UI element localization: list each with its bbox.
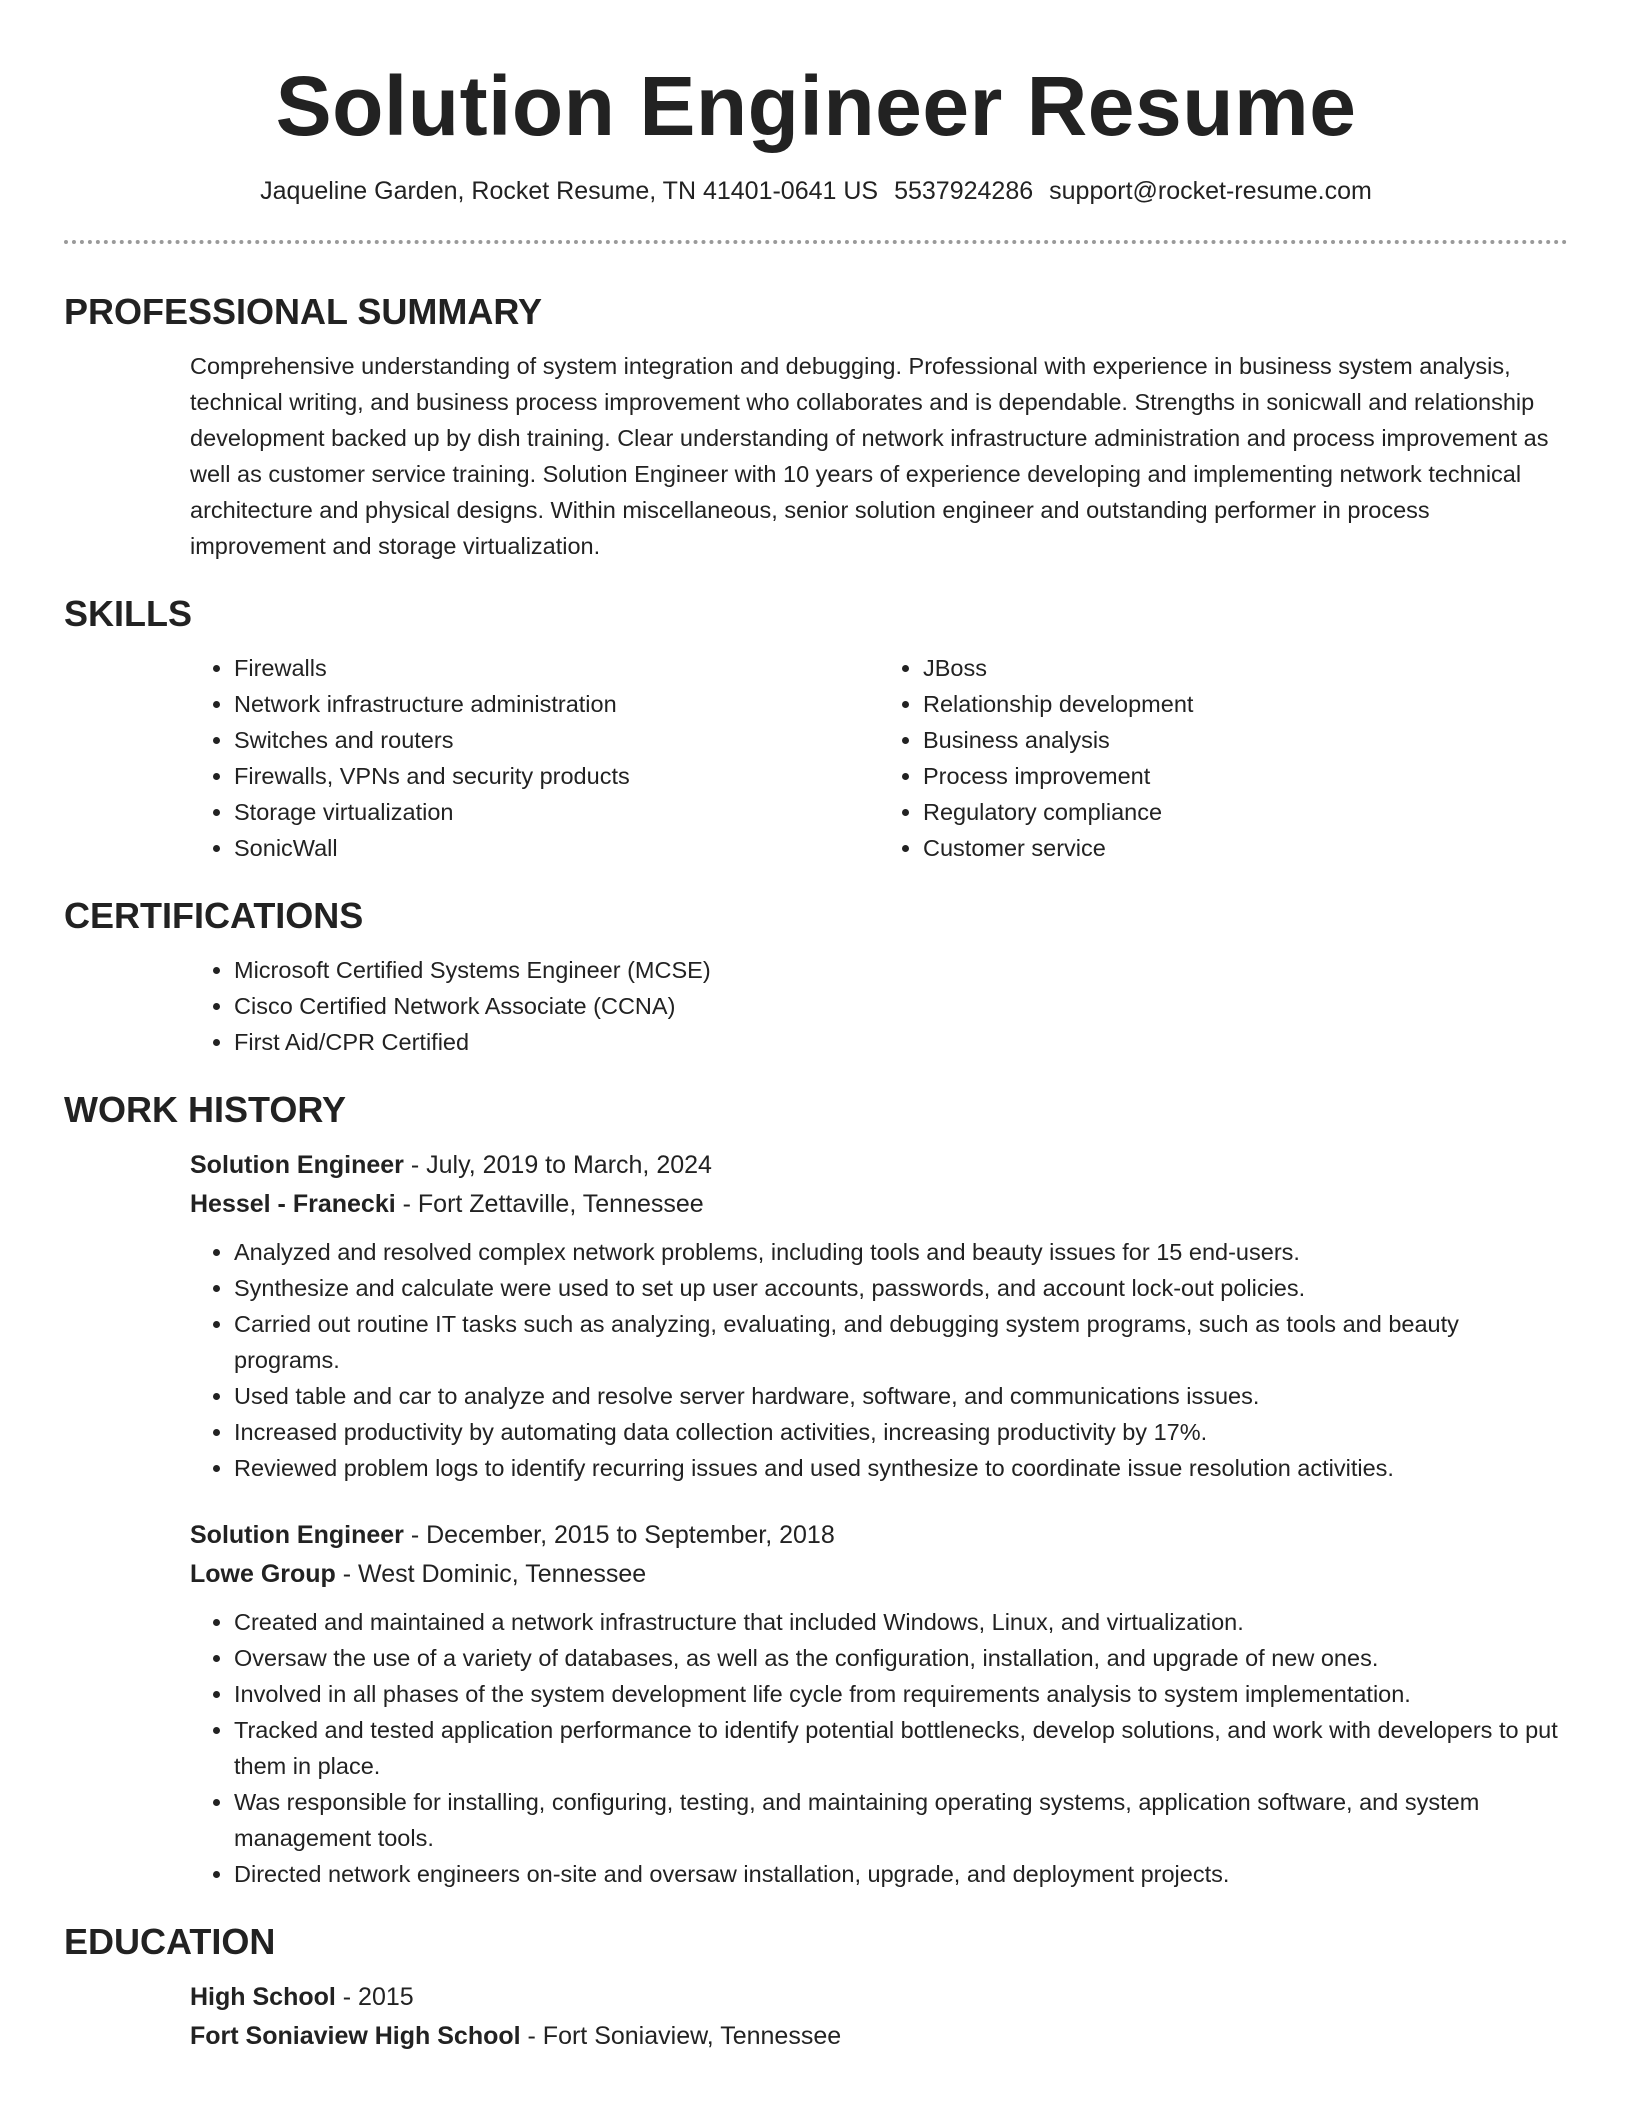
education-location: - Fort Soniaview, Tennessee <box>520 2022 842 2050</box>
list-item: • Was responsible for installing, configuring, testing, and maintaining operating systems, application software, and system management tools. <box>234 1784 1568 1856</box>
contact-phone: 5537924286 <box>894 177 1034 205</box>
certifications-section <box>64 894 1568 1060</box>
education-heading: EDUCATION <box>64 1921 276 1962</box>
list-item: • Firewalls, VPNs and security products <box>234 758 879 794</box>
header-divider <box>64 240 1568 244</box>
education-school-line <box>190 2017 1568 2056</box>
list-item: • First Aid/CPR Certified <box>234 1024 1568 1060</box>
education-section <box>64 1920 1568 2056</box>
job-company-line <box>190 1185 1568 1224</box>
work-heading: WORK HISTORY <box>64 1089 347 1130</box>
job-title-line <box>190 1516 1568 1555</box>
list-item: • Carried out routine IT tasks such as analyzing, evaluating, and debugging system programs, such as tools and beauty programs. <box>234 1306 1568 1378</box>
list-item: • Directed network engineers on-site and oversaw installation, upgrade, and deployment projects. <box>234 1856 1568 1892</box>
list-item: • Regulatory compliance <box>923 794 1568 830</box>
list-item: • Created and maintained a network infrastructure that included Windows, Linux, and virtualization. <box>234 1604 1568 1640</box>
contact-email: support@rocket-resume.com <box>1049 177 1372 205</box>
summary-text: Comprehensive understanding of system integration and debugging. Professional with experience in business system analysis, technical writing, and business process improvement who collaborates and is dependable. Strengths in sonicwall and relationship development backed up by dish training. Clear understanding of network infrastructure administration and process improvement as well as customer service training. Solution Engineer with 10 years of experience developing and implementing network technical architecture and physical designs. Within miscellaneous, senior solution engineer and outstanding performer in process improvement and storage virtualization. <box>190 353 1549 559</box>
education-degree-line <box>190 1978 1568 2017</box>
job-role: Solution Engineer <box>190 1151 404 1179</box>
list-item: • Microsoft Certified Systems Engineer (MCSE) <box>234 952 1568 988</box>
job-entry <box>190 1516 1568 1892</box>
list-item: • JBoss <box>923 650 1568 686</box>
certifications-heading: CERTIFICATIONS <box>64 895 364 936</box>
job-bullets <box>190 1604 1568 1892</box>
list-item: • Tracked and tested application performance to identify potential bottlenecks, develop solutions, and work with developers to put them in place. <box>234 1712 1568 1784</box>
list-item: • Synthesize and calculate were used to set up user accounts, passwords, and account lock-out policies. <box>234 1270 1568 1306</box>
list-item: • Reviewed problem logs to identify recurring issues and used synthesize to coordinate issue resolution activities. <box>234 1450 1568 1486</box>
list-item: • Storage virtualization <box>234 794 879 830</box>
skills-list-right <box>879 650 1568 866</box>
list-item: • SonicWall <box>234 830 879 866</box>
skills-list-left <box>190 650 879 866</box>
resume-page <box>64 0 1568 2056</box>
summary-section <box>64 290 1568 564</box>
list-item: • Oversaw the use of a variety of databases, as well as the configuration, installation, and upgrade of new ones. <box>234 1640 1568 1676</box>
work-section <box>64 1088 1568 1892</box>
job-location: - Fort Zettaville, Tennessee <box>395 1190 704 1218</box>
list-item: • Analyzed and resolved complex network problems, including tools and beauty issues for 15 end-users. <box>234 1234 1568 1270</box>
education-year: - 2015 <box>335 1983 414 2011</box>
job-company: Lowe Group <box>190 1560 336 1588</box>
contact-line <box>64 176 1568 206</box>
list-item: • Network infrastructure administration <box>234 686 879 722</box>
resume-title: Solution Engineer Resume <box>275 59 1357 153</box>
list-item: • Business analysis <box>923 722 1568 758</box>
list-item: • Customer service <box>923 830 1568 866</box>
list-item: • Cisco Certified Network Associate (CCNA) <box>234 988 1568 1024</box>
list-item: • Switches and routers <box>234 722 879 758</box>
job-company: Hessel - Franecki <box>190 1190 396 1218</box>
job-bullets <box>190 1234 1568 1486</box>
job-company-line <box>190 1555 1568 1594</box>
job-dates: - December, 2015 to September, 2018 <box>403 1521 835 1549</box>
education-degree: High School <box>190 1983 336 2011</box>
skills-heading: SKILLS <box>64 593 193 634</box>
list-item: • Firewalls <box>234 650 879 686</box>
job-title-line <box>190 1146 1568 1185</box>
job-entry <box>190 1146 1568 1486</box>
contact-address: Jaqueline Garden, Rocket Resume, TN 41401-0641 US <box>260 177 879 205</box>
summary-heading: PROFESSIONAL SUMMARY <box>64 291 543 332</box>
job-location: - West Dominic, Tennessee <box>335 1560 647 1588</box>
list-item: • Process improvement <box>923 758 1568 794</box>
job-dates: - July, 2019 to March, 2024 <box>403 1151 712 1179</box>
list-item: • Increased productivity by automating data collection activities, increasing productivity by 17%. <box>234 1414 1568 1450</box>
skills-section <box>64 592 1568 866</box>
certifications-list <box>190 952 1568 1060</box>
list-item: • Involved in all phases of the system development life cycle from requirements analysis to system implementation. <box>234 1676 1568 1712</box>
list-item: • Relationship development <box>923 686 1568 722</box>
job-role: Solution Engineer <box>190 1521 404 1549</box>
education-school: Fort Soniaview High School <box>190 2022 521 2050</box>
list-item: • Used table and car to analyze and resolve server hardware, software, and communications issues. <box>234 1378 1568 1414</box>
